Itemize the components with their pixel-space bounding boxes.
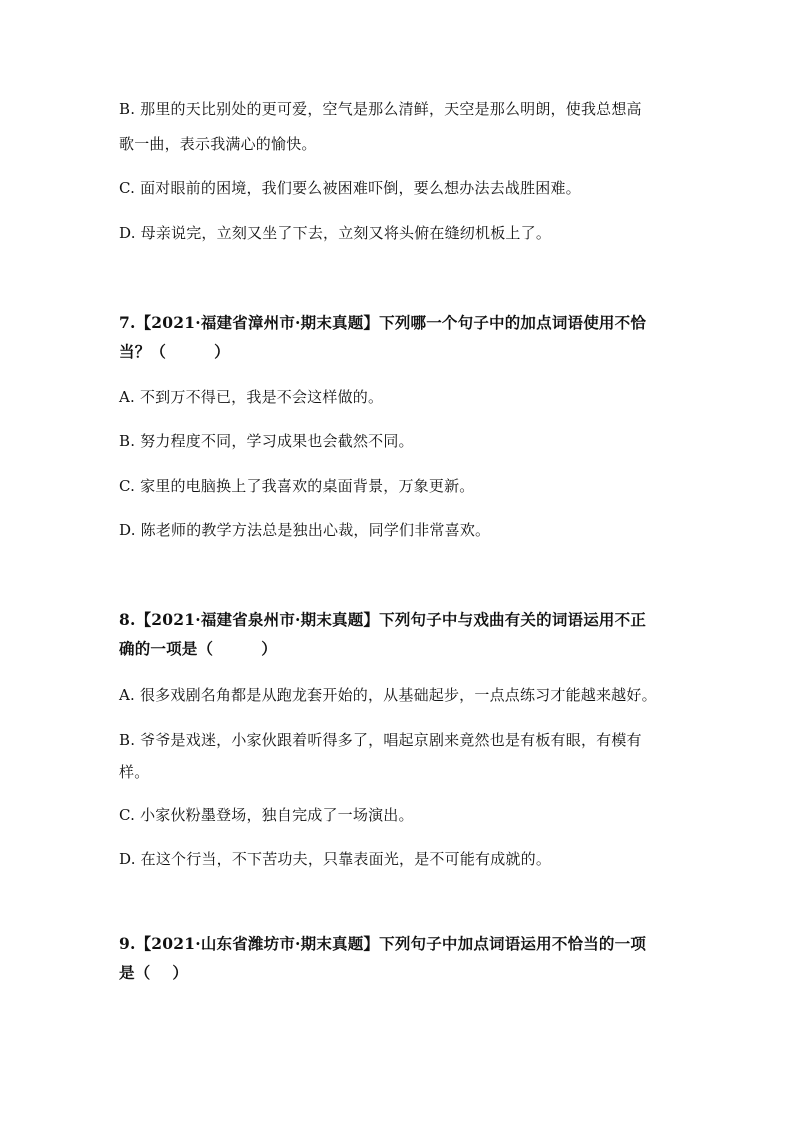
q7-option-d: D. 陈老师的教学方法总是独出心裁，同学们非常喜欢。 xyxy=(119,521,491,539)
q6-option-b-line1: B. 那里的天比别处的更可爱，空气是那么清鲜，天空是那么明朗，使我总想高 xyxy=(119,100,642,118)
q7-title-line1: 7.【2021·福建省漳州市·期末真题】下列哪一个句子中的加点词语使用不恰 xyxy=(119,313,647,332)
q9-title-prefix: 是（ xyxy=(119,963,151,982)
q8-title-suffix: ） xyxy=(261,639,277,658)
q8-title-prefix: 确的一项是（ xyxy=(119,639,214,658)
q8-option-a: A. 很多戏剧名角都是从跑龙套开始的，从基础起步，一点点练习才能越来越好。 xyxy=(119,686,657,704)
q7-title-line2 xyxy=(119,343,679,361)
q7-option-a: A. 不到万不得已，我是不会这样做的。 xyxy=(119,388,384,406)
q8-option-b-line2: 样。 xyxy=(119,763,150,781)
q6-option-c: C. 面对眼前的困境，我们要么被困难吓倒，要么想办法去战胜困难。 xyxy=(119,179,581,197)
q6-option-d: D. 母亲说完，立刻又坐了下去，立刻又将头俯在缝纫机板上了。 xyxy=(119,224,552,242)
q7-title-suffix: ） xyxy=(214,342,230,361)
q8-option-d: D. 在这个行当，不下苦功夫，只靠表面光，是不可能有成就的。 xyxy=(119,850,552,868)
q9-title-suffix: ） xyxy=(172,963,189,982)
q7-option-b: B. 努力程度不同，学习成果也会截然不同。 xyxy=(119,432,414,450)
q9-title-line1: 9.【2021·山东省潍坊市·期末真题】下列句子中加点词语运用不恰当的一项 xyxy=(119,934,647,953)
q8-title-line2 xyxy=(119,640,679,658)
q8-title-line1: 8.【2021·福建省泉州市·期末真题】下列句子中与戏曲有关的词语运用不正 xyxy=(119,610,647,629)
q7-title-prefix: 当？（ xyxy=(119,342,167,361)
q8-option-b-line1: B. 爷爷是戏迷，小家伙跟着听得多了，唱起京剧来竟然也是有板有眼，有模有 xyxy=(119,731,642,749)
q6-option-b-line2: 歌一曲，表示我满心的愉快。 xyxy=(119,135,317,153)
q7-option-c: C. 家里的电脑换上了我喜欢的桌面背景，万象更新。 xyxy=(119,477,475,495)
q9-title-line2 xyxy=(119,964,679,982)
q8-option-c: C. 小家伙粉墨登场，独自完成了一场演出。 xyxy=(119,806,414,824)
